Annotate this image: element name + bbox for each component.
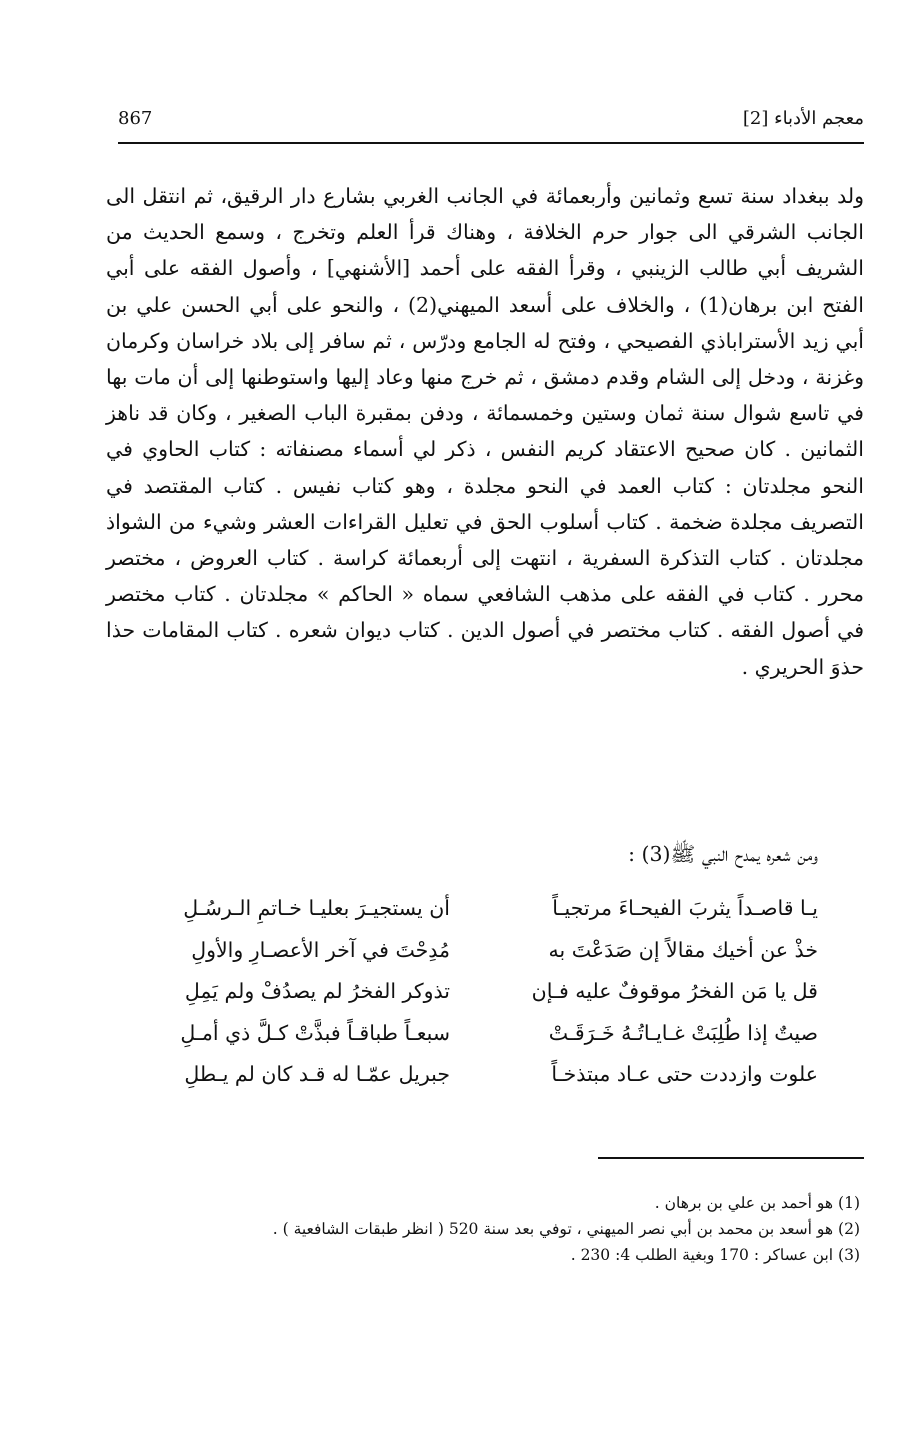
footnote-1: (1) هو أحمد بن علي بن برهان . <box>654 1194 860 1212</box>
verse-second-hemistich: تذوكر الفخرُ لم يصدُفْ ولم يَمِلِ <box>184 979 450 1003</box>
verse <box>150 888 818 930</box>
page-header <box>118 108 864 138</box>
page-number: 867 <box>118 108 153 129</box>
footnote-2: (2) هو أسعد بن محمد بن أبي نصر الميهني ، توفي بعد سنة 520 ( انظر طبقات الشافعية ) . <box>272 1220 860 1238</box>
main-paragraph: ولد ببغداد سنة تسع وثمانين وأربعمائة في الجانب الغربي بشارع دار الرقيق، ثم انتقل الى الجانب الشرقي الى جوار حرم الخلافة ، وهناك قرأ العلم وتخرج ، وسمع الحديث من الشريف أبي طالب الزينبي ، وقرأ الفقه على أحمد [الأشنهي] ، وأصول الفقه على أبي الفتح ابن برهان(1) ، والخلاف على أسعد الميهني(2) ، والنحو على أبي الحسن علي بن أبي زيد الأستراباذي الفصيحي ، وفتح له الجامع ودرّس ، ثم سافر إلى بلاد خراسان وكرمان وغزنة ، ودخل إلى الشام وقدم دمشق ، ثم خرج منها وعاد إليها واستوطنها إلى أن مات بها في تاسع شوال سنة ثمان وستين وخمسمائة ، ودفن بمقبرة الباب الصغير ، وكان قد ناهز الثمانين . كان صحيح الاعتقاد كريم النفس ، ذكر لي أسماء مصنفاته : كتاب الحاوي في النحو مجلدتان : كتاب العمد في النحو مجلدة ، وهو كتاب نفيس . كتاب المقتصد في التصريف مجلدة ضخمة . كتاب أسلوب الحق في تعليل القراءات العشر وشيء من الشواذ مجلدتان . كتاب التذكرة السفرية ، انتهت إلى أربعمائة كراسة . كتاب العروض ، مختصر محرر . كتاب في الفقه على مذهب الشافعي سماه « الحاكم » مجلدتان . كتاب مختصر في أصول الفقه . كتاب مختصر في أصول الدين . كتاب ديوان شعره . كتاب المقامات حذا حذوَ الحريري . <box>106 184 864 679</box>
verse-second-hemistich: سبعـاً طباقـاً فبذَّتْ كـلَّ ذي أمـلِ <box>180 1020 450 1045</box>
footnote-rule <box>598 1157 864 1159</box>
running-title: معجم الأدباء [2] <box>742 108 864 129</box>
verse <box>150 971 818 1013</box>
verse-second-hemistich: أن يستجيـرَ بعليـا خـاتمِ الـرسُـلِ <box>183 896 450 920</box>
verse <box>150 1013 818 1055</box>
verse-first-hemistich: يـا قاصـداً يثربَ الفيحـاءَ مرتجيـاً <box>552 896 818 920</box>
verse-second-hemistich: مُدِحْتَ في آخر الأعصـارِ والأولِ <box>191 937 450 962</box>
verse <box>150 1054 818 1096</box>
verse-first-hemistich: خذْ عن أخيك مقالاً إن صَدَعْتَ به <box>548 937 818 962</box>
verse-second-hemistich: جبريل عمّـا له قـد كان لم يـطلِ <box>184 1062 450 1086</box>
verse-first-hemistich: علوت وازددت حتى عـاد مبتذخـاً <box>551 1062 818 1086</box>
header-rule <box>118 142 864 144</box>
verse-first-hemistich: صيتٌ إذا طُلِبَتْ غـايـاتُـهُ خَـرَقَـتْ <box>548 1020 818 1045</box>
poem <box>150 888 818 1096</box>
verse <box>150 930 818 972</box>
verse-first-hemistich: قل يا مَن الفخرُ موقوفٌ عليه فـإن <box>531 979 818 1003</box>
body-text <box>106 178 864 685</box>
footnotes <box>200 1190 860 1268</box>
poem-intro: ومن شعره يمدح النبي ﷺ(3) : <box>628 842 818 866</box>
footnote-3: (3) ابن عساكر : 170 وبغية الطلب 4: 230 . <box>570 1246 860 1264</box>
